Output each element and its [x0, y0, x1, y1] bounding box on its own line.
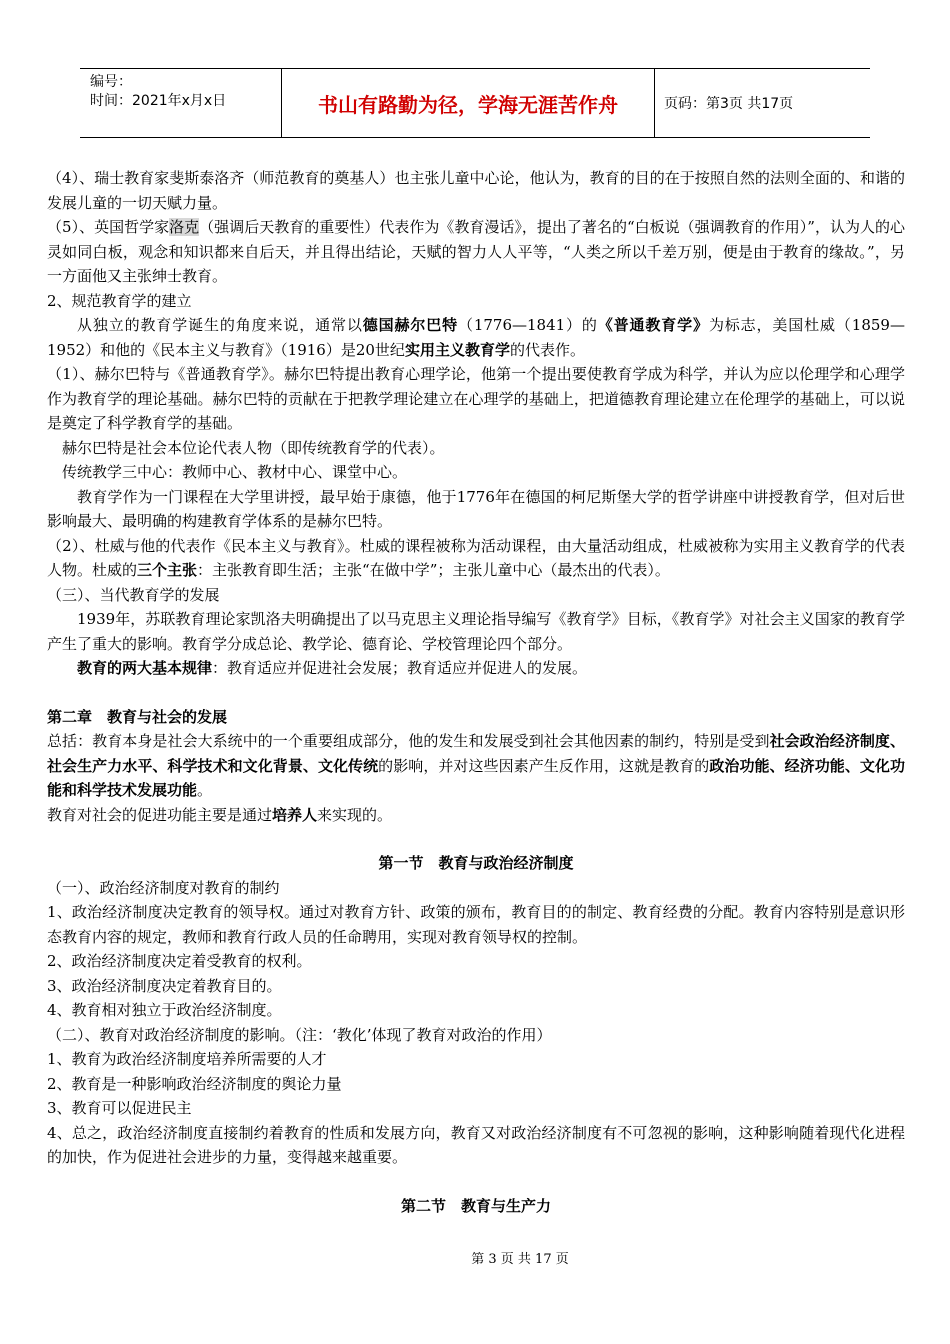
page-header	[80, 68, 870, 138]
serial-label: 编号：	[90, 74, 132, 90]
paragraph: （2）、杜威与他的代表作《民本主义与教育》。杜威的课程被称为活动课程，由大量活动组成，杜威被称为实用主义教育学的代表人物。杜威的三个主张：主张教育即生活；主张“在做中学”；主张儿童中心（最杰出的代表）。	[47, 536, 905, 579]
highlighted-text: 洛克	[169, 218, 200, 236]
paragraph: （三）、当代教育学的发展	[47, 585, 220, 604]
paragraph: 教育的两大基本规律：教育适应并促进社会发展；教育适应并促进人的发展。	[77, 659, 588, 677]
header-page-info: 页码：第3页 共17页	[664, 96, 794, 112]
paragraph: 2、规范教育学的建立	[47, 291, 192, 310]
paragraph: 教育学作为一门课程在大学里讲授，最早始于康德，他于1776年在德国的柯尼斯堡大学的哲学讲座中讲授教育学，但对后世影响最大、最明确的构建教育学体系的是赫尔巴特。	[47, 487, 905, 530]
paragraph: 传统教学三中心：教师中心、教材中心、课堂中心。	[62, 463, 408, 481]
paragraph: 教育对社会的促进功能主要是通过培养人来实现的。	[47, 805, 393, 824]
paragraph: （一）、政治经济制度对教育的制约	[47, 878, 280, 897]
paragraph: 总括：教育本身是社会大系统中的一个重要组成部分，他的发生和发展受到社会其他因素的制约，特别是受到社会政治经济制度、社会生产力水平、科学技术和文化背景、文化传统的影响，并对这些因素产生反作用，这就是教育的政治功能、经济功能、文化功能和科学技术发展功能。	[47, 732, 905, 799]
paragraph: （4）、瑞士教育家斐斯泰洛齐（师范教育的奠基人）也主张儿童中心论，他认为，教育的目的在于按照自然的法则全面的、和谐的发展儿童的一切天赋力量。	[47, 169, 905, 212]
paragraph: 2、教育是一种影响政治经济制度的舆论力量	[47, 1074, 342, 1093]
paragraph: 4、总之，政治经济制度直接制约着教育的性质和发展方向，教育又对政治经济制度有不可忽视的影响，这种影响随着现代化进程的加快，作为促进社会进步的力量，变得越来越重要。	[47, 1123, 905, 1166]
date-label: 时间：2021年x月x日	[90, 93, 227, 109]
header-motto: 书山有路勤为径，学海无涯苦作舟	[282, 69, 655, 137]
section-title: 第二节 教育与生产力	[400, 1196, 551, 1215]
paragraph: 3、政治经济制度决定着教育目的。	[47, 976, 282, 995]
paragraph: 1、政治经济制度决定教育的领导权。通过对教育方针、政策的颁布，教育目的的制定、教育经费的分配。教育内容特别是意识形态教育内容的规定，教师和教育行政人员的任命聘用，实现对教育领导权的控制。	[47, 903, 905, 946]
paragraph: 4、教育相对独立于政治经济制度。	[47, 1001, 282, 1019]
paragraph: （5）、英国哲学家洛克（强调后天教育的重要性）代表作为《教育漫话》，提出了著名的“白板说（强调教育的作用）”，认为人的心灵如同白板，观念和知识都来自后天，并且得出结论，天赋的智力人人平等，“人类之所以千差万别，便是由于教育的缘故。”，另一方面他又主张绅士教育。	[47, 218, 905, 285]
paragraph: 1、教育为政治经济制度培养所需要的人才	[47, 1050, 327, 1068]
paragraph: 3、教育可以促进民主	[47, 1099, 192, 1117]
header-meta	[80, 69, 282, 137]
document-body	[47, 166, 905, 1218]
section-title: 第一节 教育与政治经济制度	[378, 854, 574, 872]
paragraph: 赫尔巴特是社会本位论代表人物（即传统教育学的代表）。	[62, 438, 445, 457]
page-footer: 第 3 页 共 17 页	[471, 1252, 569, 1267]
paragraph: 从独立的教育学诞生的角度来说，通常以德国赫尔巴特（1776—1841）的《普通教育学》为标志，美国杜威（1859—1952）和他的《民本主义与教育》（1916）是20世纪实用主义教育学的代表作。	[47, 316, 905, 359]
paragraph: （二）、教育对政治经济制度的影响。（注：‘教化’体现了教育对政治的作用）	[47, 1025, 552, 1044]
paragraph: 2、政治经济制度决定着受教育的权利。	[47, 952, 312, 970]
chapter-title: 第二章 教育与社会的发展	[47, 707, 228, 726]
paragraph: 1939年，苏联教育理论家凯洛夫明确提出了以马克思主义理论指导编写《教育学》目标，《教育学》对社会主义国家的教育学产生了重大的影响。教育学分成总论、教学论、德育论、学校管理论四个部分。	[47, 610, 905, 653]
paragraph: （1）、赫尔巴特与《普通教育学》。赫尔巴特提出教育心理学论，他第一个提出要使教育学成为科学，并认为应以伦理学和心理学作为教育学的理论基础。赫尔巴特的贡献在于把教学理论建立在心理学的基础上，把道德教育理论建立在伦理学的基础上，可以说是奠定了科学教育学的基础。	[47, 365, 905, 432]
